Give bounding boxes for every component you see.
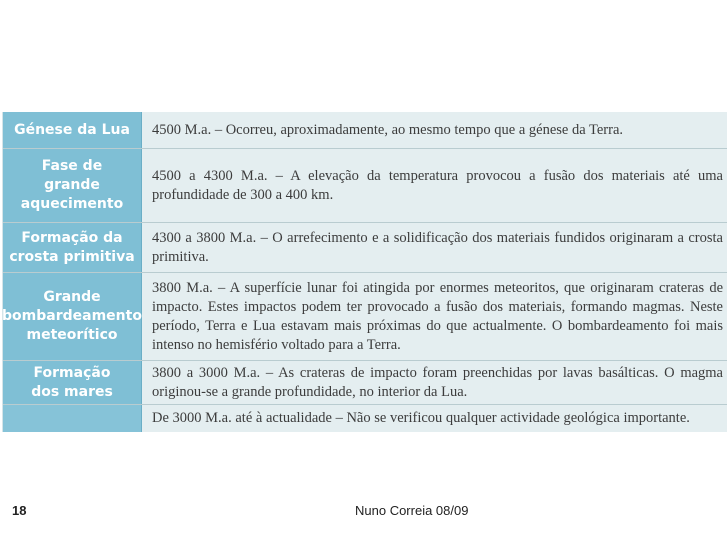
phase-label: Formação dos mares [3, 361, 142, 404]
phase-description: 3800 M.a. – A superfície lunar foi atingida por enormes meteoritos, que originaram crateras de impacto. Estes impactos podem ter provocado a fusão dos materiais, formando magmas. Neste período, Terra e Lua estavam mais próximas do que actualmente. O bombardeamento foi mais intenso no hemisfério voltado para a Terra. [152, 279, 723, 353]
table-row [3, 404, 727, 432]
table-row [3, 222, 727, 272]
phase-label: Génese da Lua [3, 112, 142, 148]
table-row [3, 148, 727, 222]
phase-description: 4500 M.a. – Ocorreu, aproximadamente, ao mesmo tempo que a génese da Terra. [152, 121, 624, 138]
phase-label [3, 405, 142, 432]
geology-table [2, 112, 727, 432]
phase-description: De 3000 M.a. até à actualidade – Não se verificou qualquer actividade geológica importante. [152, 410, 690, 426]
footer-author: Nuno Correia 08/09 [355, 503, 469, 518]
phase-label: Grande bombardeamento meteorítico [3, 273, 142, 360]
page-number: 18 [12, 503, 27, 518]
phase-description: 4300 a 3800 M.a. – O arrefecimento e a solidificação dos materiais fundidos originaram a crosta primitiva. [152, 229, 723, 265]
phase-label: Formação da crosta primitiva [3, 223, 142, 272]
table-row [3, 112, 727, 148]
phase-label: Fase de grande aquecimento [3, 149, 142, 222]
phase-description: 3800 a 3000 M.a. – As crateras de impacto foram preenchidas por lavas basálticas. O magma originou-se a grande profundidade, no interior da Lua. [152, 364, 723, 400]
phase-description: 4500 a 4300 M.a. – A elevação da temperatura provocou a fusão dos materiais até uma profundidade de 300 a 400 km. [152, 167, 723, 203]
table-row [3, 360, 727, 404]
table-row [3, 272, 727, 360]
